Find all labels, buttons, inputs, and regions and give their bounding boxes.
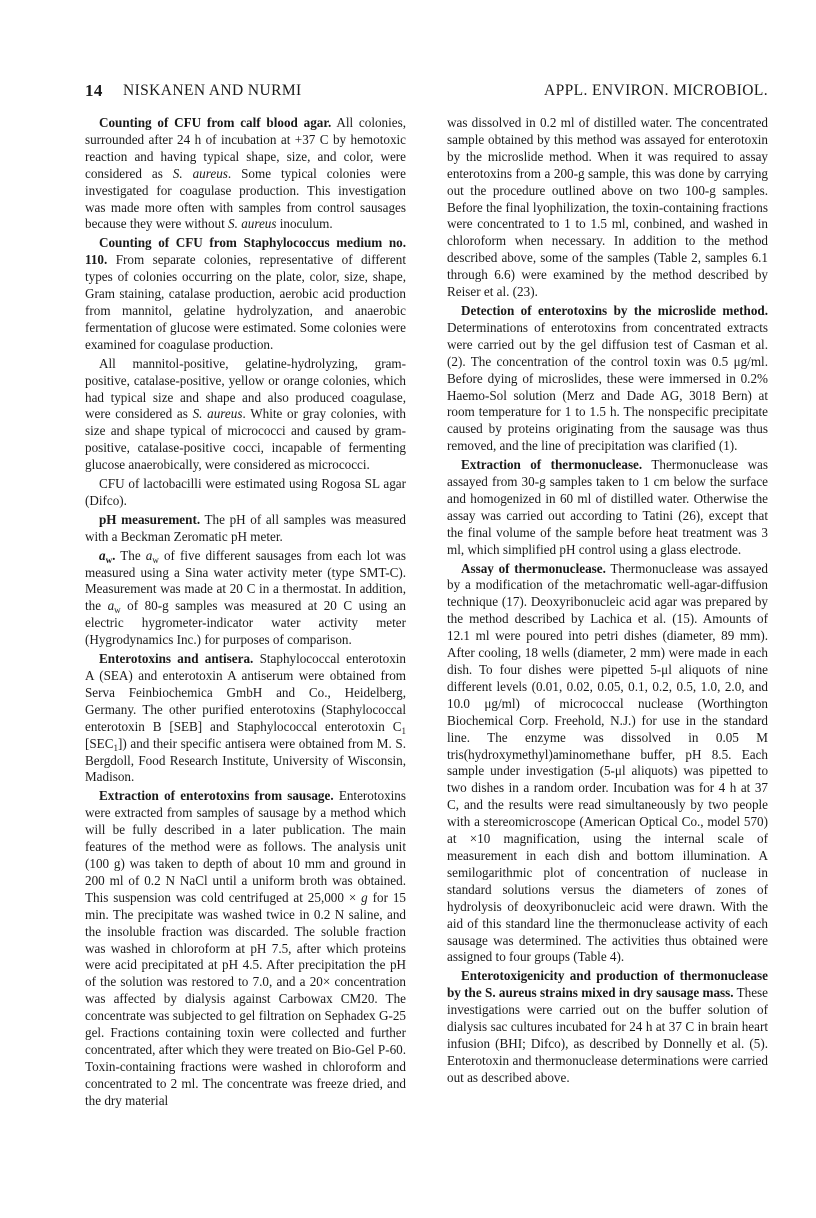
species-name: S. aureus bbox=[192, 406, 243, 422]
paragraph-text: of 80-g samples was measured at 20 C using an electric hygrometer-indicator water activity meter (Hygrodynamics Inc.) for purposes of comparison. bbox=[85, 598, 407, 648]
paragraph-text: All colonies, surrounded after 24 h of incubation at +37 C by hemotoxic reaction and having typical shape, size, and color, were considered as bbox=[85, 115, 406, 181]
subscript: 1 bbox=[401, 725, 406, 736]
running-header-authors: NISKANEN AND NURMI bbox=[123, 82, 302, 99]
paragraph-text: The bbox=[115, 547, 146, 563]
paragraph-enterotoxigenicity bbox=[447, 968, 768, 1086]
paragraph-staphylococcus-medium bbox=[85, 235, 406, 353]
aw-symbol: a bbox=[145, 547, 153, 563]
aw-subscript: w bbox=[105, 554, 113, 565]
paragraph-text: g/ml. Before dying of microslides, these were immersed in 0.2% Haemo-Sol solution (Merz and Dade AG, 3018 Bern) at room temperature for 1 to 1.5 h. The nonspecific precipitate caused by proteins originating from the sausage was thus removed, and the line of precipitation was clarified (1). bbox=[447, 353, 768, 454]
paragraph-water-activity bbox=[85, 548, 406, 649]
section-heading bbox=[99, 548, 115, 563]
paragraph-text: Enterotoxins were extracted from samples of sausage by a method which will be fully described in a later publication. The main features of the method were as follows. The analysis unit (100 g) was taken to depth of about 10 mm and ground in 200 ml of 0.2 N NaCl until a uniform broth was obtained. This suspension was cold centrifuged at 25,000 × bbox=[85, 788, 406, 905]
right-column bbox=[447, 115, 768, 1087]
paragraph-text: The pH of all samples was measured with a Beckman Zeromatic pH meter. bbox=[85, 511, 406, 544]
section-heading: Enterotoxins and antisera. bbox=[99, 651, 254, 667]
gravity-symbol: g bbox=[361, 889, 368, 905]
paragraph-text: Thermonuclease was assayed from 30-g samples taken to 1 cm below the surface and homogenized in 60 ml of distilled water. Otherwise the assay was carried out according to Tatini (26), except that the final volume of the sample before heat treatment was 3 ml, which simplified pH control using a glass electrode. bbox=[447, 457, 768, 557]
paragraph-text: [SEC bbox=[85, 735, 114, 751]
aw-subscript: w bbox=[152, 554, 159, 565]
paragraph-text: Staphylococcal enterotoxin A (SEA) and enterotoxin A antiserum were obtained from Serva Feinbiochemica GmbH and Co., Heidelberg, Germany. The other purified enterotoxins (Staphylococcal enterotoxin B [SEB] and Staphylococcal enterotoxin C bbox=[85, 651, 406, 734]
section-heading: Assay of thermonuclease. bbox=[461, 560, 606, 576]
paragraph-microslide-detection bbox=[447, 303, 768, 455]
micro-symbol: μ bbox=[484, 695, 492, 711]
paragraph-text: g/ml) of micrococcal nuclease (Worthington Biochemical Corp. Freehold, N.J.) for use in the standard line. The enzyme was dissolved in 0.05 M tris(hydroxymethyl)aminomethane buffer, pH 8.5. Each sample under investigation (5- bbox=[447, 695, 768, 779]
heading-period: . bbox=[112, 547, 116, 563]
micro-symbol: μ bbox=[661, 662, 669, 677]
paragraph-text: From separate colonies, representative of different types of colonies occurring on the plate, color, size, shape, Gram staining, catalase production, aerobic acid production from mannitol, gelatine hydrolyzation, and anaerobic fermentation of glucose were estimated. Some colonies were examined for coagulase production. bbox=[85, 252, 406, 352]
species-name: S. aureus bbox=[228, 216, 277, 232]
section-heading: Counting of CFU from Staphylococcus medium no. 110. bbox=[85, 235, 406, 268]
paragraph-text: Determinations of enterotoxins from concentrated extracts were carried out by the gel diffusion test of Casman et al. (2). The concentration of the control toxin was 0.5 bbox=[447, 319, 768, 369]
section-heading: Enterotoxigenicity and production of thermonuclease by the S. aureus strains mixed in dry sausage mass. bbox=[447, 968, 768, 1001]
micro-symbol: μ bbox=[614, 763, 622, 779]
aw-symbol: a bbox=[99, 547, 106, 563]
paragraph-mannitol-positive bbox=[85, 356, 406, 474]
section-heading: Detection of enterotoxins by the microslide method. bbox=[461, 302, 768, 318]
left-column bbox=[85, 115, 406, 1110]
paragraph-text: of five different sausages from each lot was measured using a Sina water activity meter (type SMT-C). Measurement was made at 20 C in a thermostat. In addition, the bbox=[85, 547, 406, 614]
paragraph-text: was dissolved in 0.2 ml of distilled water. The concentrated sample obtained by this method was assayed for enterotoxin by the microslide method. When it was required to assay enterotoxins from a 200-g sample, this was done by carrying out the procedure outlined above on two 100-g samples. Before the final lyophilization, the toxin-containing fractions were concentrated to 1 to 1.5 ml, conbined, and washed in chloroform when necessary. In addition to the method described above, some of the samples (Table 2, samples 6.1 through 6.6) were examined by the method described by Reiser et al. (23). bbox=[447, 115, 768, 300]
paragraph-text: Thermonuclease was assayed by a modification of the metachromatic well-agar-diffusion technique (17). Deoxyribonucleic acid agar was prepared by the method described by Lachica et al. (15). Amounts of 12.1 ml were poured into petri dishes (diameter, 89 mm). After cooling, 18 wells (diameter, 2 mm) were made in each dish. To four dishes were pipetted 5- bbox=[447, 560, 768, 677]
running-header bbox=[85, 81, 768, 103]
paragraph-enterotoxins-antisera bbox=[85, 651, 406, 786]
paragraph-text: ]) and their specific antisera were obtained from M. S. Bergdoll, Food Research Institute, University of Wisconsin, Madison. bbox=[85, 735, 406, 785]
running-header-journal: APPL. ENVIRON. MICROBIOL. bbox=[544, 82, 768, 99]
paragraph-extraction-continued bbox=[447, 115, 768, 301]
micro-symbol: μ bbox=[733, 353, 741, 369]
paragraph-calf-blood-agar bbox=[85, 115, 406, 233]
section-heading: pH measurement. bbox=[99, 511, 201, 527]
paragraph-extraction-enterotoxins bbox=[85, 788, 406, 1109]
paragraph-lactobacilli bbox=[85, 476, 406, 510]
section-heading: Extraction of thermonuclease. bbox=[461, 457, 643, 473]
paragraph-text: inoculum. bbox=[276, 216, 333, 232]
paragraph-text: All mannitol-positive, gelatine-hydrolyzing, gram-positive, catalase-positive, yellow or orange colonies, which had typical size and shape and also produced coagulase, were considered as bbox=[85, 355, 406, 422]
paragraph-text: These investigations were carried out on the buffer solution of dialysis sac cultures incubated for 24 h at 37 C in brain heart infusion (BHI; Difco), as described by Donnelly et al. (5). Enterotoxin and thermonuclease determinations were carried out as described above. bbox=[447, 985, 768, 1085]
aw-subscript: w bbox=[114, 605, 121, 616]
subscript: 1 bbox=[113, 742, 118, 753]
paragraph-text: CFU of lactobacilli were estimated using Rogosa SL agar (Difco). bbox=[85, 476, 406, 508]
aw-symbol: a bbox=[107, 598, 115, 614]
section-heading: Counting of CFU from calf blood agar. bbox=[99, 115, 332, 130]
paragraph-text: l aliquots of nine different levels (0.01, 0.02, 0.05, 0.1, 0.2, 0.5, 1.0, 2.0, and 10.0 bbox=[447, 662, 768, 711]
paragraph-assay-thermonuclease bbox=[447, 561, 768, 967]
paragraph-extraction-thermonuclease bbox=[447, 457, 768, 558]
paragraph-text: l aliquots) was pipetted to two dishes in a random order. Incubation was for 4 h at 37 C, and the results were read simultaneously by two people with a stereomicroscope (American Optical Co., model 570) at ×10 magnification, using the internal scale of measurement in each dish and bottom illumination. A semilogarithmic plot of concentration of nuclease in standard solutions versus the diameters of zones of hydrolysis of deoxyribonucleic acid were drawn. With the aid of this standard line the thermonuclease activity of each sausage was determined. The activities thus obtained were assigned to four groups (Table 4). bbox=[447, 763, 769, 965]
page-number: 14 bbox=[85, 81, 103, 100]
section-heading: Extraction of enterotoxins from sausage. bbox=[99, 788, 334, 804]
species-name: S. aureus bbox=[172, 165, 228, 181]
paragraph-text: . White or gray colonies, with size and shape typical of micrococci and caused by gram-positive, catalase-positive cocci, incapable of fermenting glucose anaerobically, were considered as micrococci. bbox=[85, 406, 406, 473]
paragraph-text: for 15 min. The precipitate was washed twice in 0.2 N saline, and the insoluble fraction was discarded. The soluble fraction was washed in chloroform at pH 7.5, after which proteins were acid precipitated at pH 4.5. After precipitation the pH of the solution was restored to 7.0, and a 20× concentration was affected by dialysis against Carbowax CM20. The concentrate was subjected to gel filtration on Sephadex G-25 gel. Fractions containing toxin were collected and further concentrated, after which they were treated on Bio-Gel P-60. Toxin-containing fractions were washed in chloroform and concentrated to 2 ml. The concentrate was freeze dried, and the dry material bbox=[85, 889, 406, 1108]
paragraph-text: . Some typical colonies were investigated for coagulase production. This investigation was made more often with samples from control sausages because they were without bbox=[85, 165, 406, 232]
paragraph-ph-measurement bbox=[85, 512, 406, 546]
